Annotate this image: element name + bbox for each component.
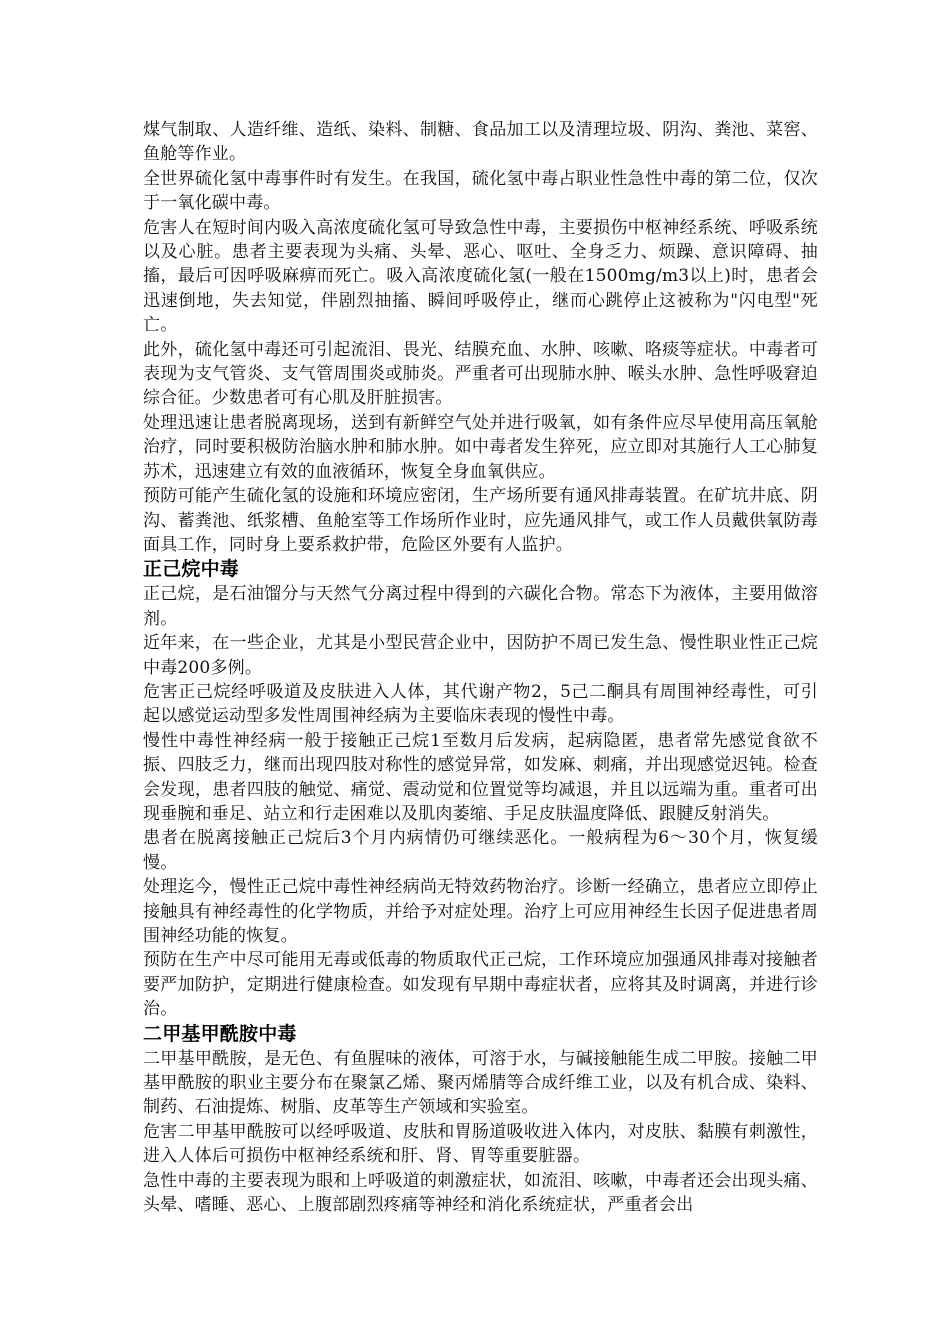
paragraph: 处理迄今，慢性正己烷中毒性神经病尚无特效药物治疗。诊断一经确立，患者应立即停止接触具有神经毒性的化学物质，并给予对症处理。治疗上可应用神经生长因子促进患者周围神经功能的恢复。 xyxy=(143,877,818,946)
paragraph: 预防在生产中尽可能用无毒或低毒的物质取代正己烷，工作环境应加强通风排毒对接触者要严加防护，定期进行健康检查。如发现有早期中毒症状者，应将其及时调离，并进行诊治。 xyxy=(143,950,818,1020)
paragraph: 患者在脱离接触正己烷后3个月内病情仍可继续恶化。一般病程为6～30个月，恢复缓慢。 xyxy=(143,828,818,873)
section-heading: 二甲基甲酰胺中毒 xyxy=(143,1022,297,1045)
paragraph: 慢性中毒性神经病一般于接触正己烷1至数月后发病，起病隐匿，患者常先感觉食欲不振、四肢乏力，继而出现四肢对称性的感觉异常，如发麻、刺痛，并出现感觉迟钝。检查会发现，患者四肢的触觉、痛觉、震动觉和位置觉等均减退，并且以远端为重。重者可出现垂腕和垂足、站立和行走困难以及肌肉萎缩、手足皮肤温度降低、跟腱反射消失。 xyxy=(143,730,818,824)
paragraph: 预防可能产生硫化氢的设施和环境应密闭，生产场所要有通风排毒装置。在矿坑井底、阴沟、蓄粪池、纸浆槽、鱼舱室等工作场所作业时，应先通风排气，或工作人员戴供氧防毒面具工作，同时身上要系救护带，危险区外要有人监护。 xyxy=(143,486,818,555)
paragraph: 煤气制取、人造纤维、造纸、染料、制糖、食品加工以及清理垃圾、阴沟、粪池、菜窖、鱼舱等作业。 xyxy=(143,120,818,165)
paragraph: 此外，硫化氢中毒还可引起流泪、畏光、结膜充血、水肿、咳嗽、咯痰等症状。中毒者可表现为支气管炎、支气管周围炎或肺炎。严重者可出现肺水肿、喉头水肿、急性呼吸窘迫综合征。少数患者可有心肌及肝脏损害。 xyxy=(143,339,818,409)
paragraph: 处理迅速让患者脱离现场，送到有新鲜空气处并进行吸氧，如有条件应尽早使用高压氧舱治疗，同时要积极防治脑水肿和肺水肿。如中毒者发生猝死，应立即对其施行人工心肺复苏术，迅速建立有效的血液循环，恢复全身血氧供应。 xyxy=(143,412,818,482)
paragraph: 急性中毒的主要表现为眼和上呼吸道的刺激症状，如流泪、咳嗽，中毒者还会出现头痛、头晕、嗜睡、恶心、上腹部剧烈疼痛等神经和消化系统症状，严重者会出 xyxy=(143,1170,818,1216)
paragraph: 正己烷，是石油馏分与天然气分离过程中得到的六碳化合物。常态下为液体，主要用做溶剂。 xyxy=(143,584,818,629)
section-heading: 正己烷中毒 xyxy=(143,558,240,581)
paragraph: 危害人在短时间内吸入高浓度硫化氢可导致急性中毒，主要损伤中枢神经系统、呼吸系统以及心脏。患者主要表现为头痛、头晕、恶心、呕吐、全身乏力、烦躁、意识障碍、抽搐，最后可因呼吸麻痹而死亡。吸入高浓度硫化氢(一般在1500mg/m3以上)时，患者会迅速倒地，失去知觉，伴剧烈抽搐、瞬间呼吸停止，继而心跳停止这被称为"闪电型"死亡。 xyxy=(143,217,818,336)
paragraph: 二甲基甲酰胺，是无色、有鱼腥味的液体，可溶于水，与碱接触能生成二甲胺。接触二甲基甲酰胺的职业主要分布在聚氯乙烯、聚丙烯腈等合成纤维工业，以及有机合成、染料、制药、石油提炼、树脂、皮革等生产领域和实验室。 xyxy=(143,1048,818,1118)
document-page xyxy=(143,118,818,1217)
paragraph: 危害二甲基甲酰胺可以经呼吸道、皮肤和胃肠道吸收进入体内，对皮肤、黏膜有刺激性，进入人体后可损伤中枢神经系统和肝、肾、胃等重要脏器。 xyxy=(143,1121,818,1167)
paragraph: 全世界硫化氢中毒事件时有发生。在我国，硫化氢中毒占职业性急性中毒的第二位，仅次于一氧化碳中毒。 xyxy=(143,168,818,214)
paragraph: 近年来，在一些企业，尤其是小型民营企业中，因防护不周已发生急、慢性职业性正己烷中毒200多例。 xyxy=(143,633,818,678)
paragraph: 危害正己烷经呼吸道及皮肤进入人体，其代谢产物2，5己二酮具有周围神经毒性，可引起以感觉运动型多发性周围神经病为主要临床表现的慢性中毒。 xyxy=(143,681,818,727)
